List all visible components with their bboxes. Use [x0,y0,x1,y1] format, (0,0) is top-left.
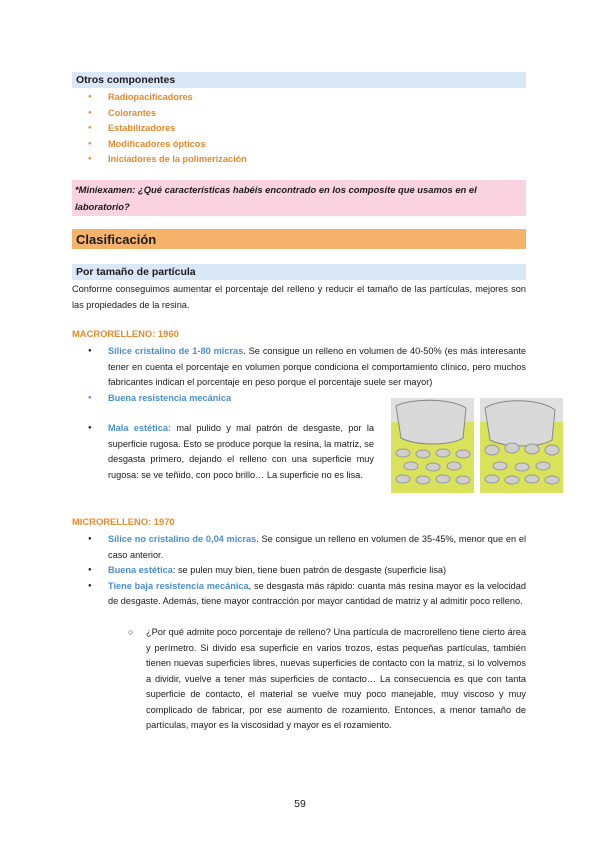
macro-title: MACRORELLENO: 1960 [72,328,179,339]
grain-illustration [391,398,474,493]
grain-illustration-worn [480,398,563,493]
micro-item1-lead: Sílice no cristalino de 0,04 micras [108,534,257,544]
list-item: ● Radiopacificadores [86,90,247,106]
macro-list [86,344,526,406]
list-item: ● Modificadores ópticos [86,137,247,153]
list-item [86,579,526,610]
macro-item3-text: mal pulido y mal patrón de desgaste, por la superficie rugosa. Esto se produce porque la resina, la matriz, se desgasta primero, dejando el relleno con una superficie muy rugosa: se ve teñido, con poco brillo… La superficie no es lisa. [108,423,374,480]
por-tamano-title: Por tamaño de partícula [76,266,196,278]
micro-title: MICRORELLENO: 1970 [72,516,175,527]
otros-title: Otros componentes [76,74,176,86]
list-item: ● Iniciadores de la polimerización [86,152,247,168]
macro-list-2 [86,421,374,483]
miniexamen-box [72,180,526,216]
micro-item3-lead: Tiene baja resistencia mecánica [108,580,249,591]
list-item [86,532,526,563]
macro-item1-text: . Se consigue un relleno en volumen de 40-50% (es más interesante tener en cuenta el porcentaje en volumen porque condiciona el comportamiento clínico, pero muchos fabricantes indican el porcentaje en peso porque el porcentaje suele ser mayor) [108,346,526,387]
micro-item2-lead: Buena estética [108,565,173,575]
list-item [86,421,374,483]
miniexamen-text: *Miniexamen: ¿Qué características habéis encontrado en los composite que usamos en el laboratorio? [75,184,477,212]
wear-diagram-left [391,398,474,493]
clasificacion-title: Clasificación [76,232,157,247]
macro-item3-lead: Mala estética: [108,423,172,433]
wear-diagram-right [480,398,563,493]
por-tamano-header [72,264,526,280]
macro-item1-lead: Sílice cristalino de 1-80 micras [108,346,244,356]
list-item: ● Colorantes [86,106,247,122]
intro-paragraph: Conforme conseguimos aumentar el porcentaje del relleno y reducir el tamaño de las partículas, mejores son las propiedades de la resina. [72,284,526,310]
otros-list [86,90,247,168]
micro-item1-text: . Se consigue un relleno en volumen de 35-45%, menor que en el caso anterior. [108,534,526,560]
list-item: ● Buena resistencia mecánica [86,391,526,407]
micro-item2-text: : se pulen muy bien, tiene buen patrón de desgaste (superficie lisa) [172,565,447,575]
list-item [86,563,526,579]
clasificacion-header [72,229,526,249]
otros-componentes-header [72,72,526,88]
sub-item: ¿Por qué admite poco porcentaje de relleno? Una partícula de macrorelleno tiene cierto área y perímetro. Si divido esa superficie en varios trozos, estas pequeñas partículas, también tienen nuevas superficies libres, nuevas superficies de contacto con la matriz, si lo volvemos a dividir, vuelve a tener más superficies de contacto… La consecuencia es que con tanta superficie de contacto, el material se vuelve muy poco manejable, muy viscoso y muy complicado de fabricar, por ese aumento de rozamiento. Entonces, a menor tamaño de partículas, mayor es la viscosidad y mayor es el rozamiento. [146,627,526,730]
list-item [86,344,526,391]
sub-bullet-circle: ○ [128,627,134,637]
list-item: ● Estabilizadores [86,121,247,137]
micro-item3-text: , se desgasta más rápido: cuanta más resina mayor es la velocidad de desgaste. Además, tiene mayor contracción por mayor cantidad de matriz y al admitir poco relleno. [108,580,527,606]
micro-list [86,532,526,610]
page-number: 59 [294,798,306,810]
